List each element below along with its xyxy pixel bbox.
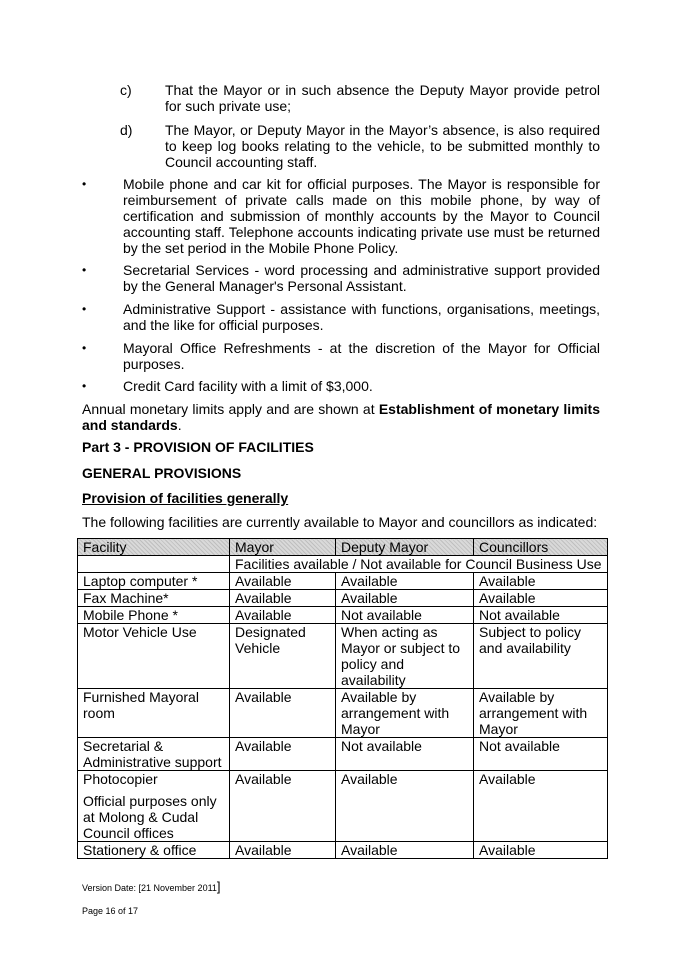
facility-note: Official purposes only at Molong & Cudal Council offices [83, 793, 217, 841]
bullet-mobile-phone [82, 176, 600, 256]
column-header: Councillors [474, 539, 608, 556]
deputy-cell: Available [336, 573, 474, 590]
table-row [78, 842, 608, 859]
sub-item-d [122, 122, 600, 170]
monetary-note [82, 401, 600, 433]
councillors-cell: Subject to policy and availability [474, 624, 608, 689]
monetary-note-suffix: . [177, 417, 182, 433]
version-date [82, 881, 221, 894]
table-subheader-row [78, 556, 608, 573]
table-cell [78, 556, 230, 573]
mayor-cell: Available [230, 607, 336, 624]
facility-cell: Laptop computer * [78, 573, 230, 590]
facility-cell: Stationery & office [78, 842, 230, 859]
intro-paragraph: The following facilities are currently available to Mayor and councillors as indicated: [82, 514, 598, 530]
bullet-secretarial [82, 262, 600, 294]
facility-cell [78, 771, 230, 842]
column-header: Mayor [230, 539, 336, 556]
facility-cell: Fax Machine* [78, 590, 230, 607]
deputy-cell: Not available [336, 738, 474, 771]
monetary-limits-reference: Establishment of monetary limits and standards [82, 401, 600, 433]
bullet-icon: • [82, 177, 87, 191]
facilities-table [77, 538, 608, 859]
sub-item-label: c) [120, 82, 132, 98]
deputy-cell: Available [336, 771, 474, 842]
bullet-admin-support [82, 301, 600, 333]
facility-cell: Secretarial & Administrative support [78, 738, 230, 771]
bullet-icon: • [82, 263, 87, 277]
table-row [78, 590, 608, 607]
sub-item-text: That the Mayor or in such absence the Deputy Mayor provide petrol for such private use; [165, 82, 600, 114]
general-provisions-heading: GENERAL PROVISIONS [82, 465, 242, 481]
sub-item-text: The Mayor, or Deputy Mayor in the Mayor’s absence, is also required to keep log books relating to the vehicle, to be submitted monthly to Council accounting staff. [165, 122, 600, 170]
table-row [78, 689, 608, 738]
mayor-cell: Available [230, 842, 336, 859]
column-header: Deputy Mayor [336, 539, 474, 556]
bullet-icon: • [82, 379, 87, 393]
mayor-cell: Available [230, 573, 336, 590]
bullet-text: Credit Card facility with a limit of $3,000. [123, 378, 373, 394]
table-row [78, 738, 608, 771]
table-row [78, 624, 608, 689]
version-bracket: ] [216, 879, 221, 894]
councillors-cell: Not available [474, 607, 608, 624]
councillors-cell: Available [474, 573, 608, 590]
bullet-credit-card [82, 378, 600, 394]
councillors-cell: Available [474, 771, 608, 842]
part-heading: Part 3 - PROVISION OF FACILITIES [82, 439, 314, 455]
page-number: Page 16 of 17 [82, 906, 139, 916]
deputy-cell: Available by arrangement with Mayor [336, 689, 474, 738]
mayor-cell: Available [230, 771, 336, 842]
bullet-text: Mayoral Office Refreshments - at the discretion of the Mayor for Official purposes. [123, 340, 600, 372]
councillors-cell: Available by arrangement with Mayor [474, 689, 608, 738]
bullet-icon: • [82, 302, 87, 316]
sub-item-c [122, 82, 600, 114]
bullet-refreshments [82, 340, 600, 372]
deputy-cell: Available [336, 842, 474, 859]
mayor-cell: Designated Vehicle [230, 624, 336, 689]
table-row [78, 771, 608, 842]
sub-item-label: d) [120, 122, 133, 138]
mayor-cell: Available [230, 738, 336, 771]
bullet-text: Mobile phone and car kit for official purposes. The Mayor is responsible for reimbursement of private calls made on this mobile phone, by way of certification and submission of monthly accounts by the Mayor to Council accounting staff. Telephone accounts indicating private use must be returned by the set period in the Mobile Phone Policy. [123, 176, 600, 256]
deputy-cell: Available [336, 590, 474, 607]
table-row [78, 607, 608, 624]
facility-cell: Furnished Mayoral room [78, 689, 230, 738]
table-row [78, 573, 608, 590]
councillors-cell: Available [474, 590, 608, 607]
bullet-text: Secretarial Services - word processing and administrative support provided by the General Manager's Personal Assistant. [123, 262, 600, 294]
monetary-note-prefix: Annual monetary limits apply and are shown at [82, 401, 379, 417]
facility-name: Photocopier [83, 771, 158, 787]
councillors-cell: Available [474, 842, 608, 859]
mayor-cell: Available [230, 590, 336, 607]
availability-subheader: Facilities available / Not available for Council Business Use [230, 556, 608, 573]
councillors-cell: Not available [474, 738, 608, 771]
facility-cell: Mobile Phone * [78, 607, 230, 624]
deputy-cell: When acting as Mayor or subject to policy and availability [336, 624, 474, 689]
provision-facilities-heading: Provision of facilities generally [82, 490, 289, 506]
bullet-text: Administrative Support - assistance with functions, organisations, meetings, and the like for official purposes. [123, 301, 600, 333]
table-header-row [78, 539, 608, 556]
version-date-text: Version Date: [21 November 2011 [82, 883, 217, 893]
column-header: Facility [78, 539, 230, 556]
mayor-cell: Available [230, 689, 336, 738]
deputy-cell: Not available [336, 607, 474, 624]
bullet-icon: • [82, 341, 87, 355]
facility-cell: Motor Vehicle Use [78, 624, 230, 689]
